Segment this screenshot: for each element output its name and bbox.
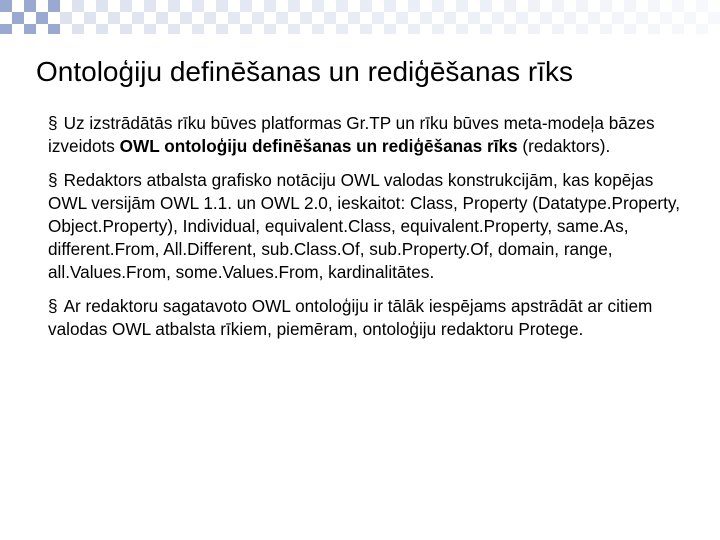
checker-cell	[624, 0, 636, 12]
checker-cell	[648, 24, 660, 34]
checker-cell	[48, 0, 60, 12]
checker-cell	[492, 24, 504, 34]
checker-cell	[636, 0, 648, 12]
checker-cell	[120, 24, 132, 34]
checker-cell	[684, 12, 696, 24]
checker-cell	[444, 0, 456, 12]
checker-cell	[228, 12, 240, 24]
checker-cell	[216, 0, 228, 12]
checker-cell	[576, 0, 588, 12]
checker-cell	[648, 0, 660, 12]
checker-cell	[468, 0, 480, 12]
checker-cell	[588, 24, 600, 34]
checker-cell	[612, 0, 624, 12]
slide-title: Ontoloģiju definēšanas un rediģēšanas rīks	[36, 56, 574, 87]
checker-cell	[516, 24, 528, 34]
checker-cell	[168, 0, 180, 12]
checker-cell	[120, 0, 132, 12]
checker-cell	[264, 24, 276, 34]
checker-cell	[12, 0, 24, 12]
checker-cell	[504, 12, 516, 24]
checker-cell	[144, 24, 156, 34]
checker-cell	[96, 0, 108, 12]
checker-cell	[156, 24, 168, 34]
checker-cell	[336, 12, 348, 24]
checker-cell	[372, 12, 384, 24]
checker-cell	[168, 24, 180, 34]
checker-cell	[300, 12, 312, 24]
checker-cell	[264, 12, 276, 24]
checker-cell	[444, 24, 456, 34]
checker-cell	[612, 24, 624, 34]
checker-cell	[384, 0, 396, 12]
checker-cell	[36, 24, 48, 34]
checker-cell	[624, 12, 636, 24]
checker-cell	[660, 12, 672, 24]
checker-cell	[552, 0, 564, 12]
checker-cell	[300, 24, 312, 34]
checker-cell	[60, 12, 72, 24]
checker-cell	[24, 24, 36, 34]
checker-cell	[288, 12, 300, 24]
paragraph-notation-text: Redaktors atbalsta grafisko notāciju OWL valodas konstrukcijām, kas kopējas OWL versijām OWL 1.1. un OWL 2.0, ieskaitot: Class, Property (Datatype.Property, Object.Property), Individual, equivalent.Class, equivalent.Property, same.As, different.From, All.Different, sub.Class.Of, sub.Property.Of, domain, range, all.Values.From, some.Values.From, kardinalitātes.	[48, 170, 681, 282]
checker-cell	[648, 12, 660, 24]
bullet-icon: §	[48, 296, 58, 316]
checker-cell	[696, 0, 708, 12]
checker-cell	[456, 0, 468, 12]
checker-cell	[540, 12, 552, 24]
checker-cell	[84, 0, 96, 12]
checker-cell	[264, 0, 276, 12]
checker-cell	[672, 24, 684, 34]
checker-cell	[252, 12, 264, 24]
checker-cell	[84, 12, 96, 24]
checker-cell	[0, 24, 12, 34]
checker-cell	[684, 24, 696, 34]
checker-cell	[276, 24, 288, 34]
checker-cell	[156, 12, 168, 24]
checker-cell	[552, 24, 564, 34]
checker-cell	[336, 0, 348, 12]
checker-cell	[432, 12, 444, 24]
checker-cell	[504, 0, 516, 12]
checker-cell	[684, 0, 696, 12]
slide-content	[48, 112, 688, 352]
checker-cell	[672, 0, 684, 12]
checker-cell	[276, 0, 288, 12]
checker-cell	[564, 12, 576, 24]
checker-cell	[636, 24, 648, 34]
checker-cell	[180, 0, 192, 12]
checker-cell	[0, 12, 12, 24]
checker-cell	[408, 0, 420, 12]
paragraph-platform-bold: OWL ontoloģiju definēšanas un rediģēšanas rīks	[119, 136, 518, 156]
checker-cell	[96, 12, 108, 24]
checker-cell	[312, 12, 324, 24]
checker-cell	[204, 24, 216, 34]
checker-cell	[492, 12, 504, 24]
checker-cell	[528, 0, 540, 12]
checker-cell	[240, 12, 252, 24]
checker-cell	[288, 0, 300, 12]
checker-cell	[168, 12, 180, 24]
checker-cell	[612, 12, 624, 24]
checker-cell	[72, 0, 84, 12]
checker-cell	[84, 24, 96, 34]
checker-cell	[708, 12, 720, 24]
checker-cell	[468, 12, 480, 24]
checker-cell	[72, 12, 84, 24]
checker-cell	[132, 12, 144, 24]
checker-cell	[384, 24, 396, 34]
checker-cell	[708, 24, 720, 34]
checker-cell	[396, 24, 408, 34]
checker-cell	[192, 12, 204, 24]
checker-cell	[564, 24, 576, 34]
checker-cell	[636, 12, 648, 24]
checker-cell	[324, 12, 336, 24]
checker-cell	[432, 0, 444, 12]
checker-cell	[180, 12, 192, 24]
paragraph-platform	[48, 112, 688, 158]
checker-cell	[24, 12, 36, 24]
checker-cell	[660, 24, 672, 34]
checker-cell	[480, 0, 492, 12]
checker-cell	[396, 12, 408, 24]
decorative-checker-pattern	[0, 0, 720, 34]
checker-cell	[552, 12, 564, 24]
checker-cell	[504, 24, 516, 34]
checker-cell	[372, 0, 384, 12]
checker-cell	[348, 0, 360, 12]
checker-cell	[60, 24, 72, 34]
checker-cell	[516, 0, 528, 12]
checker-cell	[156, 0, 168, 12]
checker-cell	[528, 24, 540, 34]
checker-cell	[564, 0, 576, 12]
checker-cell	[252, 0, 264, 12]
checker-cell	[324, 24, 336, 34]
checker-cell	[408, 24, 420, 34]
checker-cell	[480, 12, 492, 24]
checker-cell	[108, 0, 120, 12]
checker-cell	[384, 12, 396, 24]
checker-cell	[672, 12, 684, 24]
checker-cell	[144, 12, 156, 24]
checker-cell	[660, 0, 672, 12]
checker-cell	[444, 12, 456, 24]
paragraph-platform-text: Uz izstrādātās rīku būves platformas Gr.TP un rīku būves meta-modeļa bāzes izveidots	[48, 113, 655, 156]
checker-cell	[528, 12, 540, 24]
checker-cell	[12, 12, 24, 24]
checker-cell	[372, 24, 384, 34]
checker-cell	[132, 0, 144, 12]
checker-cell	[600, 12, 612, 24]
paragraph-notation	[48, 169, 688, 284]
checker-cell	[468, 24, 480, 34]
checker-cell	[192, 0, 204, 12]
checker-cell	[696, 24, 708, 34]
checker-cell	[576, 12, 588, 24]
checker-cell	[252, 24, 264, 34]
checker-cell	[36, 12, 48, 24]
checker-cell	[324, 0, 336, 12]
checker-cell	[480, 24, 492, 34]
paragraph-platform-text-end: (redaktors).	[517, 136, 611, 156]
checker-cell	[108, 12, 120, 24]
checker-cell	[192, 24, 204, 34]
checker-cell	[180, 24, 192, 34]
checker-cell	[432, 24, 444, 34]
checker-cell	[48, 12, 60, 24]
checker-cell	[132, 24, 144, 34]
checker-cell	[696, 12, 708, 24]
checker-cell	[396, 0, 408, 12]
bullet-icon: §	[48, 113, 58, 133]
checker-cell	[48, 24, 60, 34]
checker-cell	[708, 0, 720, 12]
checker-cell	[120, 12, 132, 24]
checker-cell	[24, 0, 36, 12]
checker-cell	[420, 24, 432, 34]
checker-cell	[228, 24, 240, 34]
checker-cell	[276, 12, 288, 24]
checker-cell	[204, 0, 216, 12]
checker-cell	[420, 12, 432, 24]
checker-cell	[588, 0, 600, 12]
paragraph-processing-text: Ar redaktoru sagatavoto OWL ontoloģiju ir tālāk iespējams apstrādāt ar citiem valodas OWL atbalsta rīkiem, piemēram, ontoloģiju redaktoru Protege.	[48, 296, 653, 339]
checker-cell	[516, 12, 528, 24]
checker-cell	[312, 0, 324, 12]
checker-cell	[240, 0, 252, 12]
checker-cell	[600, 24, 612, 34]
checker-cell	[12, 24, 24, 34]
checker-cell	[600, 0, 612, 12]
checker-cell	[576, 24, 588, 34]
checker-cell	[336, 24, 348, 34]
checker-cell	[72, 24, 84, 34]
checker-cell	[360, 12, 372, 24]
checker-cell	[60, 0, 72, 12]
checker-cell	[216, 12, 228, 24]
checker-cell	[588, 12, 600, 24]
checker-cell	[540, 0, 552, 12]
checker-cell	[420, 0, 432, 12]
checker-cell	[108, 24, 120, 34]
checker-cell	[204, 12, 216, 24]
checker-cell	[288, 24, 300, 34]
checker-cell	[96, 24, 108, 34]
checker-cell	[312, 24, 324, 34]
checker-cell	[0, 0, 12, 12]
checker-cell	[456, 12, 468, 24]
checker-cell	[408, 12, 420, 24]
checker-cell	[360, 0, 372, 12]
paragraph-processing	[48, 295, 688, 341]
checker-cell	[36, 0, 48, 12]
checker-cell	[300, 0, 312, 12]
checker-cell	[240, 24, 252, 34]
checker-cell	[348, 12, 360, 24]
checker-cell	[456, 24, 468, 34]
checker-cell	[540, 24, 552, 34]
checker-cell	[624, 24, 636, 34]
bullet-icon: §	[48, 170, 58, 190]
checker-cell	[348, 24, 360, 34]
checker-cell	[228, 0, 240, 12]
checker-cell	[360, 24, 372, 34]
checker-cell	[144, 0, 156, 12]
checker-cell	[216, 24, 228, 34]
checker-cell	[492, 0, 504, 12]
